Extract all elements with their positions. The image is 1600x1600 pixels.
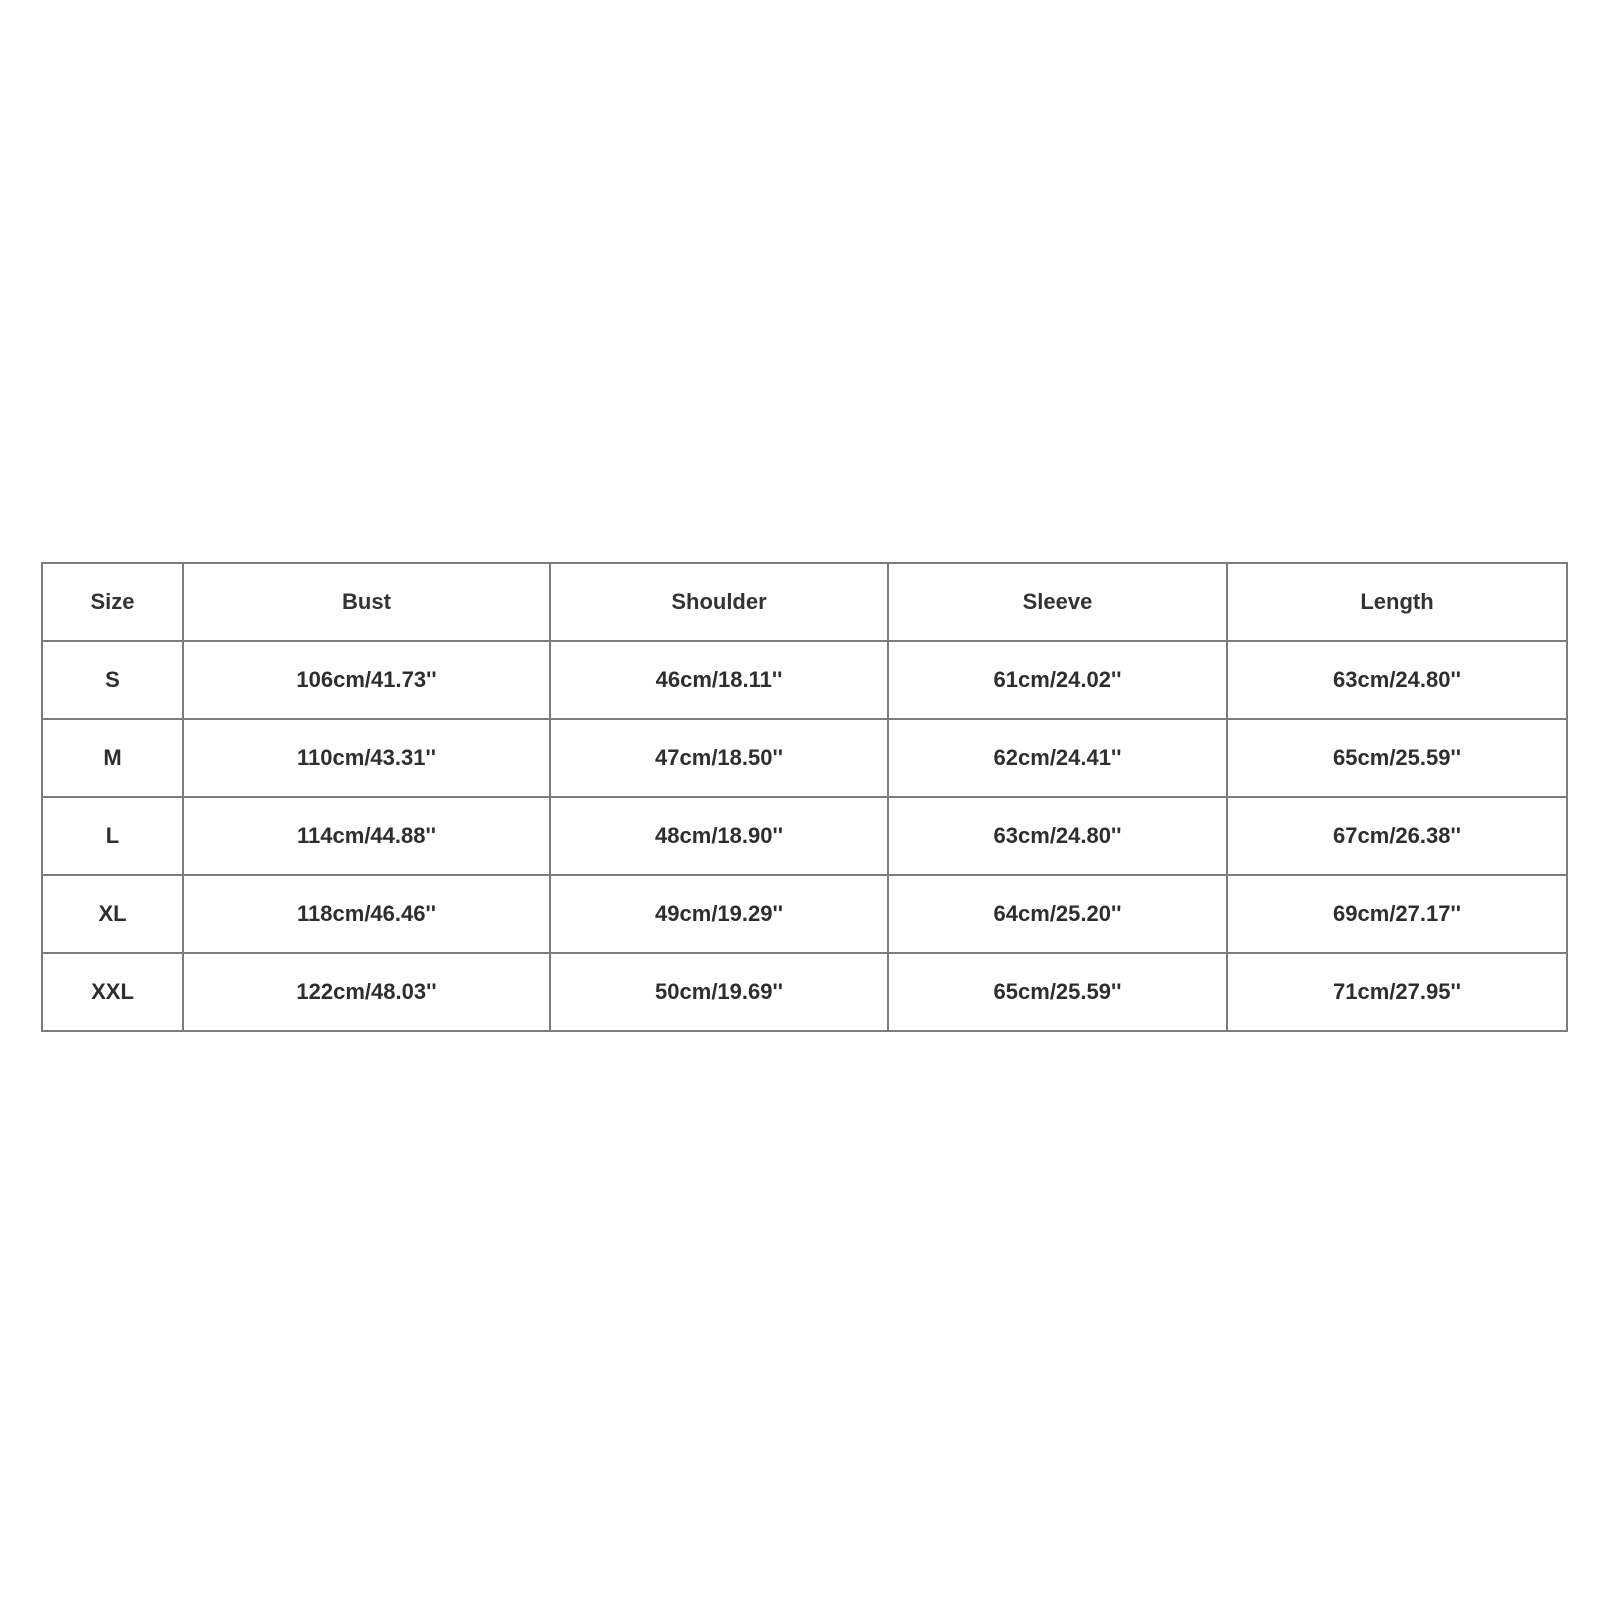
table-row [42,719,1567,797]
table-row [42,797,1567,875]
sleeve-cell: 61cm/24.02'' [888,641,1227,719]
table-row [42,641,1567,719]
bust-cell: 110cm/43.31'' [183,719,550,797]
table-row [42,953,1567,1031]
shoulder-cell: 48cm/18.90'' [550,797,888,875]
size-chart-table [41,562,1568,1032]
shoulder-cell: 46cm/18.11'' [550,641,888,719]
shoulder-cell: 49cm/19.29'' [550,875,888,953]
header-bust: Bust [183,563,550,641]
header-size: Size [42,563,183,641]
length-cell: 65cm/25.59'' [1227,719,1567,797]
length-cell: 63cm/24.80'' [1227,641,1567,719]
length-cell: 67cm/26.38'' [1227,797,1567,875]
bust-cell: 114cm/44.88'' [183,797,550,875]
length-cell: 71cm/27.95'' [1227,953,1567,1031]
shoulder-cell: 50cm/19.69'' [550,953,888,1031]
shoulder-cell: 47cm/18.50'' [550,719,888,797]
length-cell: 69cm/27.17'' [1227,875,1567,953]
bust-cell: 106cm/41.73'' [183,641,550,719]
sleeve-cell: 65cm/25.59'' [888,953,1227,1031]
sleeve-cell: 63cm/24.80'' [888,797,1227,875]
size-cell: L [42,797,183,875]
table-header-row [42,563,1567,641]
table-row [42,875,1567,953]
bust-cell: 118cm/46.46'' [183,875,550,953]
sleeve-cell: 62cm/24.41'' [888,719,1227,797]
sleeve-cell: 64cm/25.20'' [888,875,1227,953]
bust-cell: 122cm/48.03'' [183,953,550,1031]
size-cell: S [42,641,183,719]
size-cell: XXL [42,953,183,1031]
size-cell: XL [42,875,183,953]
header-sleeve: Sleeve [888,563,1227,641]
header-length: Length [1227,563,1567,641]
header-shoulder: Shoulder [550,563,888,641]
size-cell: M [42,719,183,797]
